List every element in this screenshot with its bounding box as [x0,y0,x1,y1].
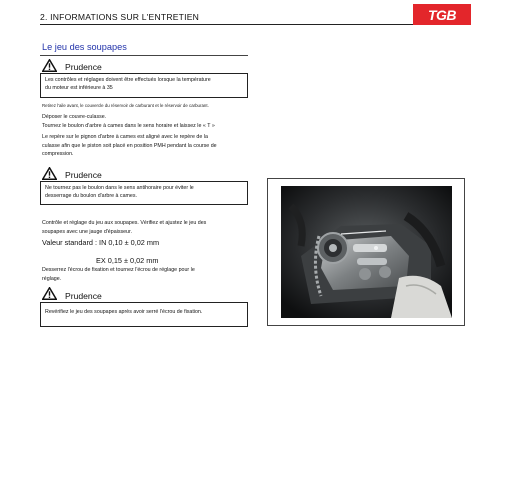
caution-text-line: desserrage du boulon d'arbre à cames. [45,193,137,200]
valve-check-text [42,219,257,236]
section-title: Le jeu des soupapes [42,42,127,52]
loosen-line: Desserrez l'écrou de fixation et tournez l'écrou de réglage pour le [42,267,195,273]
caution-box-temperature [40,73,248,98]
step-line: culasse afin que le piston soit placé en position PMH pendant la course de [42,142,217,149]
loosen-instructions [42,266,257,283]
caution-text-line: Revérifiez le jeu des soupapes après avoir serré l'écrou de fixation. [45,309,203,315]
caution-box-rotation [40,181,248,205]
loosen-line: réglage. [42,275,62,282]
section-divider [40,55,248,56]
standard-value-exhaust: EX 0,15 ± 0,02 mm [96,256,159,265]
warning-triangle-icon [42,59,57,72]
warning-triangle-icon [42,287,57,300]
step-line: compression. [42,151,74,158]
photo-frame [267,178,465,326]
procedure-steps [42,113,257,159]
check-line: Contrôle et réglage du jeu aux soupapes. Vérifiez et ajustez le jeu des [42,220,207,226]
caution-label: Prudence [65,62,102,72]
caution-text-line: Ne tournez pas le boulon dans le sens antihoraire pour éviter le [45,185,194,191]
caution-box-recheck [40,302,248,327]
caution-label: Prudence [65,291,102,301]
step-line: Déposer le couvre-culasse. [42,114,107,120]
check-line: soupapes avec une jauge d'épaisseur. [42,228,132,235]
tgb-logo: TGB [413,4,471,25]
step-line: Tournez le boulon d'arbre à cames dans le sens horaire et laissez le « T » [42,122,215,129]
standard-value-intake: Valeur standard : IN 0,10 ± 0,02 mm [42,238,160,247]
caution-text-line: du moteur est inférieure à 35 [45,85,113,92]
page-header-title: 2. INFORMATIONS SUR L'ENTRETIEN [40,12,200,22]
step-line: Le repère sur le pignon d'arbre à cames est aligné avec le repère de la [42,134,208,141]
fuel-tank-removal-note: Retirez l'aile avant, le couvercle du réservoir de carburant et le réservoir de carburant. [42,103,209,108]
header-divider [40,24,468,25]
caution-text-line: Les contrôles et réglages doivent être effectués lorsque la température [45,77,211,83]
warning-triangle-icon [42,167,57,180]
caution-label: Prudence [65,170,102,180]
cylinder-head-photo [281,186,452,318]
